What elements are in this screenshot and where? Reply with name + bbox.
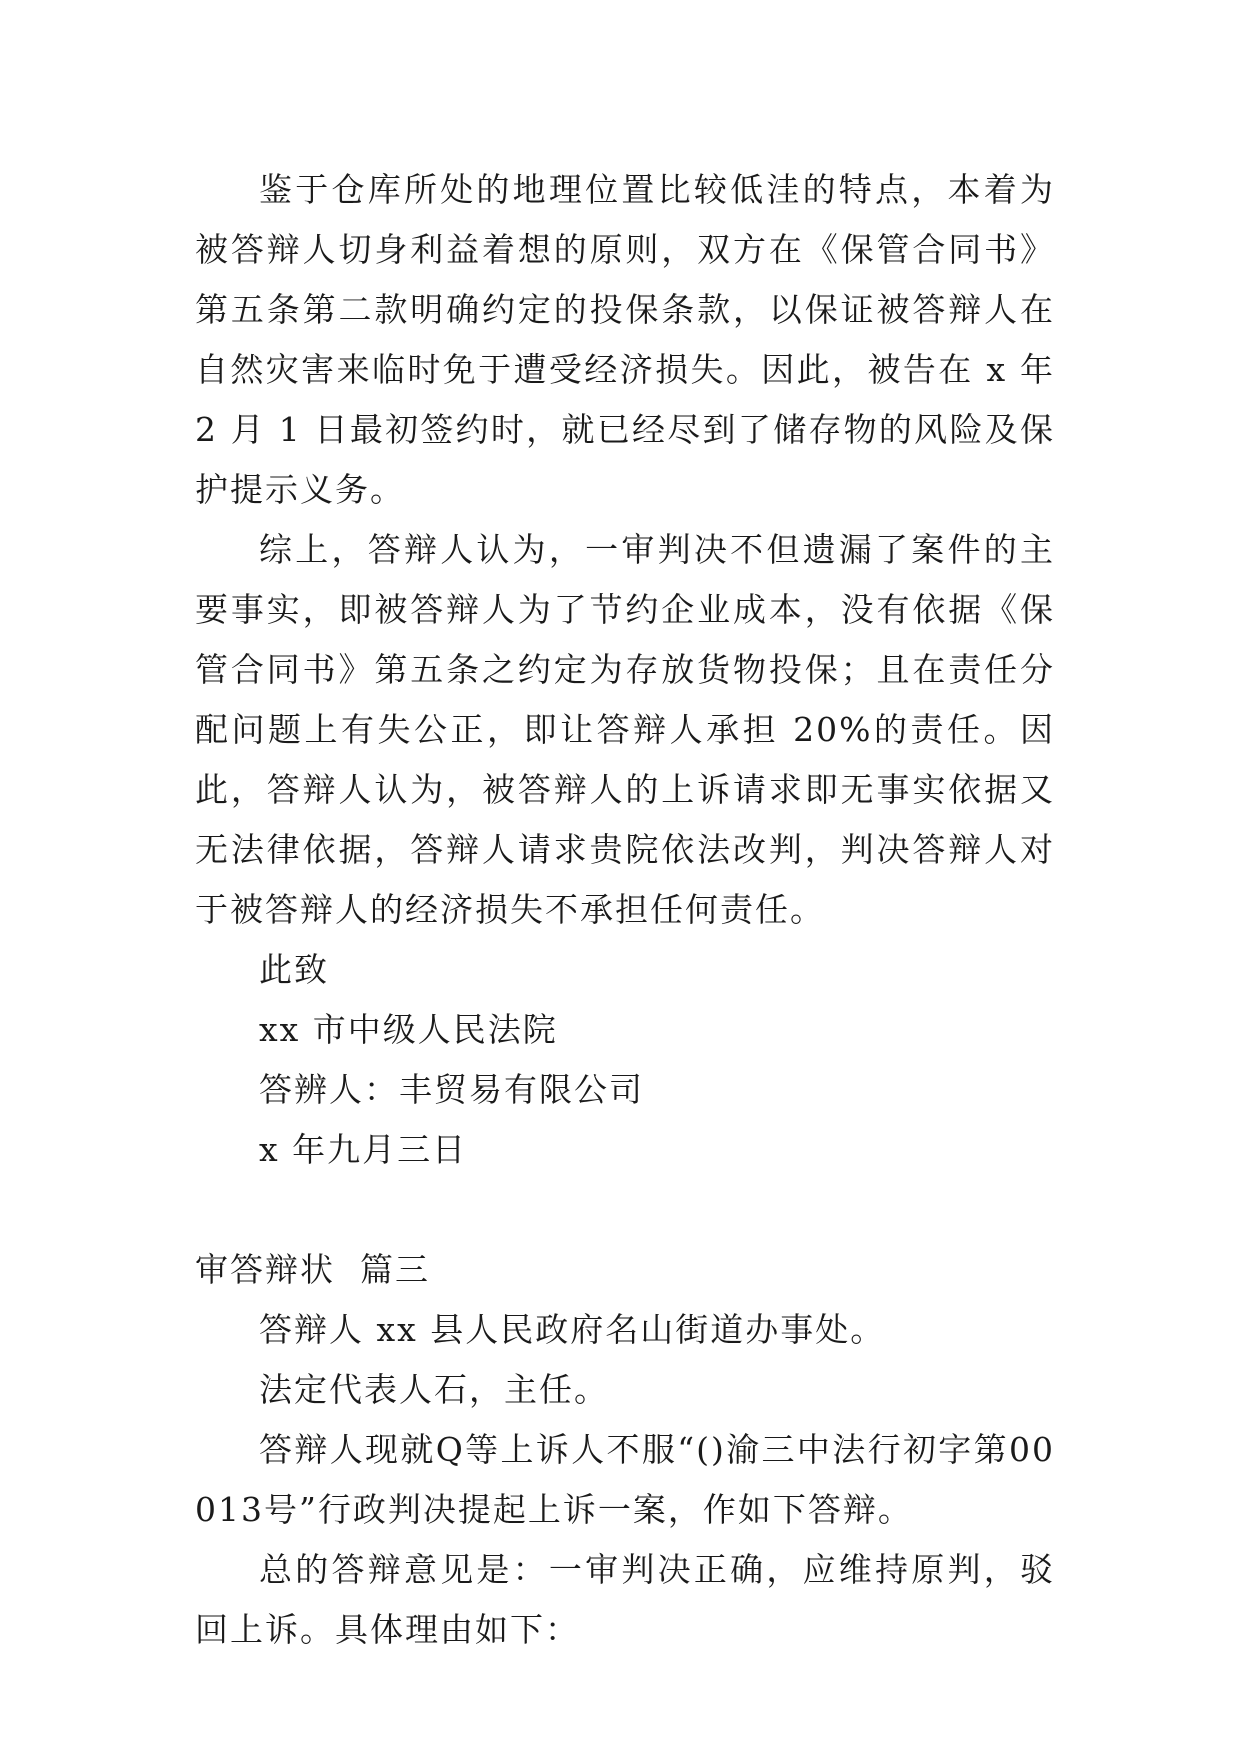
section-spacer (195, 1180, 1055, 1240)
closing-salutation: 此致 (259, 950, 329, 989)
closing-signer: 答辨人：丰贸易有限公司 (259, 1070, 644, 1109)
paragraph-appeal-response: 答辩人现就Q等上诉人不服“()渝三中法行初字第00013号”行政判决提起上诉一案，作如下答辩。 (195, 1430, 1055, 1529)
paragraph-conclusion: 综上，答辩人认为，一审判决不但遗漏了案件的主要事实，即被答辩人为了节约企业成本，没有依据《保管合同书》第五条之约定为存放货物投保；且在责任分配问题上有失公正，即让答辩人承担 20%的责任。因此，答辩人认为，被答辩人的上诉请求即无事实依据又无法律依据，答辩人请求贵院依法改判，判决答辩人对于被答辩人的经济损失不承担任何责任。 (195, 530, 1055, 929)
paragraph-insurance-clause: 鉴于仓库所处的地理位置比较低洼的特点，本着为被答辩人切身利益着想的原则，双方在《保管合同书》第五条第二款明确约定的投保条款，以保证被答辩人在自然灾害来临时免于遭受经济损失。因此，被告在 x 年 2 月 1 日最初签约时，就已经尽到了储存物的风险及保护提示义务。 (195, 170, 1055, 509)
closing-court: xx 市中级人民法院 (259, 1010, 558, 1049)
legal-representative-line: 法定代表人石，主任。 (259, 1370, 609, 1409)
section-heading: 审答辩状 篇三 (195, 1250, 430, 1289)
closing-date: x 年九月三日 (259, 1130, 468, 1169)
respondent-line: 答辩人 xx 县人民政府名山街道办事处。 (259, 1310, 886, 1349)
paragraph-overall-opinion: 总的答辩意见是：一审判决正确，应维持原判，驳回上诉。具体理由如下： (195, 1550, 1055, 1649)
document-page (195, 160, 1055, 1660)
